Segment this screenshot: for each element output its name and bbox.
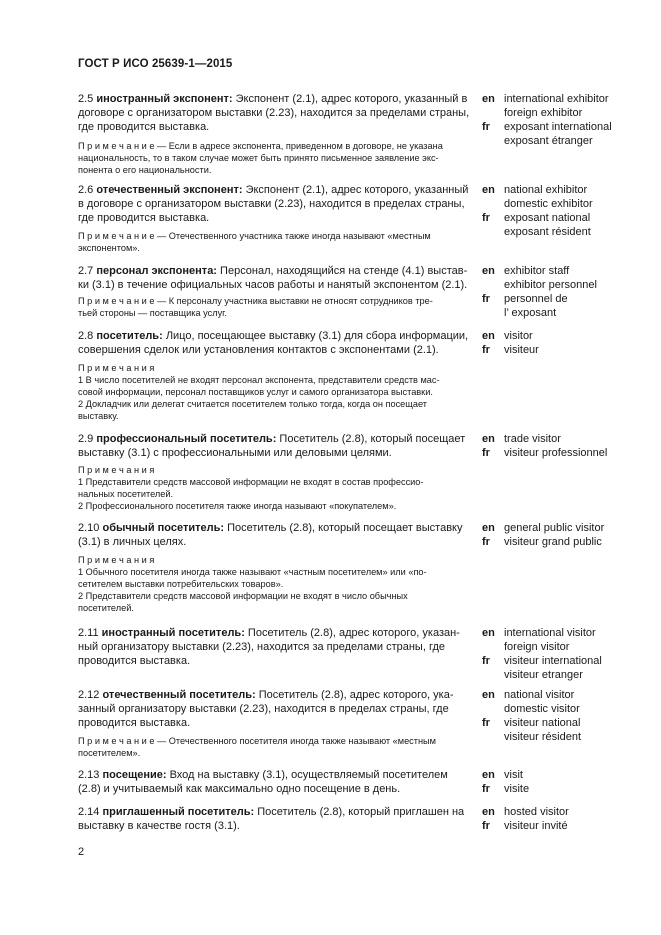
en-term: hosted visitor bbox=[504, 806, 569, 818]
term-name: приглашенный посетитель: bbox=[102, 806, 255, 818]
term-definition bbox=[78, 521, 474, 549]
fr-term-row bbox=[482, 306, 642, 320]
fr-term: visiteur bbox=[504, 344, 539, 356]
language-code-en: en bbox=[482, 769, 495, 781]
foreign-equivalents bbox=[482, 264, 642, 320]
note-line: национальность, то в таком случае может быть принято письменное заявление экс- bbox=[78, 153, 439, 163]
definition-line: ки (3.1) в течение официальных часов работы и нанятый экспонентом (2.1). bbox=[78, 279, 468, 291]
en-term: international exhibitor bbox=[504, 93, 609, 105]
note-line: 1 Представители средств массовой информации не входят в состав профессио- bbox=[78, 477, 424, 487]
en-term: domestic visitor bbox=[504, 703, 580, 715]
language-code-fr: fr bbox=[482, 121, 490, 133]
note-line: экспонентом». bbox=[78, 243, 140, 253]
fr-term: visiteur etranger bbox=[504, 669, 583, 681]
definition-line: (2.8) и учитываемый как максимально одно посещение в день. bbox=[78, 783, 401, 795]
definition-text: Вход на выставку (3.1), осуществляемый посетителем bbox=[169, 769, 448, 781]
definition-line: где проводится выставка. bbox=[78, 212, 210, 224]
term-name: профессиональный посетитель: bbox=[96, 433, 277, 445]
en-term: domestic exhibitor bbox=[504, 198, 593, 210]
definition-line: в договоре с организатором выставки (2.23), находится в пределах страны, bbox=[78, 198, 465, 210]
en-term-row bbox=[482, 768, 642, 782]
definition-text: Экспонент (2.1), адрес которого, указанный в bbox=[235, 93, 468, 105]
term-definition bbox=[78, 264, 474, 292]
en-term-row bbox=[482, 805, 642, 819]
note-label: П р и м е ч а н и я bbox=[78, 363, 155, 373]
definition-line: выставку (3.1) с профессиональными или деловыми целями. bbox=[78, 447, 392, 459]
term-definition bbox=[78, 183, 474, 225]
fr-term-row bbox=[482, 211, 642, 225]
term-note bbox=[78, 140, 478, 176]
language-code-fr: fr bbox=[482, 783, 490, 795]
note-line bbox=[78, 230, 478, 242]
fr-term-row bbox=[482, 343, 642, 357]
en-term: foreign exhibitor bbox=[504, 107, 583, 119]
note-line: тьей стороны — поставщика услуг. bbox=[78, 308, 227, 318]
note-line: выставку. bbox=[78, 411, 119, 421]
term-name: персонал экспонента: bbox=[96, 265, 217, 277]
en-term: exhibitor staff bbox=[504, 265, 570, 277]
term-definition bbox=[78, 432, 474, 460]
en-term: foreign visitor bbox=[504, 641, 570, 653]
definition-line: проводится выставка. bbox=[78, 655, 191, 667]
definition-line: договоре с организатором выставки (2.23), находится за пределами страны, bbox=[78, 107, 470, 119]
en-term-row bbox=[482, 640, 642, 654]
en-term-row bbox=[482, 521, 642, 535]
fr-term: visiteur national bbox=[504, 717, 581, 729]
language-code-en: en bbox=[482, 806, 495, 818]
fr-term: personnel de bbox=[504, 293, 568, 305]
term-note bbox=[78, 230, 478, 254]
language-code-fr: fr bbox=[482, 717, 490, 729]
term-number: 2.5 bbox=[78, 93, 94, 105]
term-number: 2.7 bbox=[78, 265, 94, 277]
term-definition bbox=[78, 688, 474, 730]
language-code-en: en bbox=[482, 433, 495, 445]
note-label: П р и м е ч а н и е bbox=[78, 141, 155, 151]
definition-line bbox=[78, 264, 474, 278]
term-name: отечественный посетитель: bbox=[102, 689, 256, 701]
term-definition bbox=[78, 92, 474, 134]
fr-term-row bbox=[482, 134, 642, 148]
en-term: visit bbox=[504, 769, 523, 781]
note-label: П р и м е ч а н и е bbox=[78, 736, 155, 746]
language-code-fr: fr bbox=[482, 212, 490, 224]
note-line: нальных посетителей. bbox=[78, 489, 174, 499]
fr-term-row bbox=[482, 654, 642, 668]
term-note bbox=[78, 735, 478, 759]
note-line: 1 В число посетителей не входят персонал экспонента, представители средств мас- bbox=[78, 375, 440, 385]
definition-line bbox=[78, 521, 474, 535]
term-definition bbox=[78, 768, 474, 796]
term-number: 2.11 bbox=[78, 627, 99, 639]
definition-text: Персонал, находящийся на стенде (4.1) выстав- bbox=[220, 265, 468, 277]
definition-line: где проводится выставка. bbox=[78, 121, 210, 133]
en-term-row bbox=[482, 197, 642, 211]
definition-text: Лицо, посещающее выставку (3.1) для сбора информации, bbox=[165, 330, 469, 342]
foreign-equivalents bbox=[482, 521, 642, 549]
en-term: national exhibitor bbox=[504, 184, 588, 196]
en-term: international visitor bbox=[504, 627, 596, 639]
term-definition bbox=[78, 626, 474, 668]
fr-term: visiteur grand public bbox=[504, 536, 602, 548]
fr-term-row bbox=[482, 730, 642, 744]
fr-term: exposant résident bbox=[504, 226, 591, 238]
fr-term-row bbox=[482, 716, 642, 730]
fr-term: visiteur résident bbox=[504, 731, 582, 743]
definition-line bbox=[78, 688, 474, 702]
en-term-row bbox=[482, 688, 642, 702]
term-number: 2.13 bbox=[78, 769, 100, 781]
language-code-fr: fr bbox=[482, 655, 490, 667]
foreign-equivalents bbox=[482, 805, 642, 833]
en-term-row bbox=[482, 264, 642, 278]
term-note bbox=[78, 554, 478, 614]
definition-line: занный организатору выставки (2.23), находится в пределах страны, где bbox=[78, 703, 449, 715]
definition-line: (3.1) в личных целях. bbox=[78, 536, 187, 548]
en-term: national visitor bbox=[504, 689, 575, 701]
definition-line bbox=[78, 626, 474, 640]
foreign-equivalents bbox=[482, 688, 642, 744]
definition-line bbox=[78, 432, 474, 446]
term-name: иностранный посетитель: bbox=[101, 627, 245, 639]
definition-text: Посетитель (2.8), адрес которого, ука- bbox=[258, 689, 454, 701]
foreign-equivalents bbox=[482, 768, 642, 796]
note-text: — К персоналу участника выставки не относят сотрудников тре- bbox=[154, 296, 433, 306]
fr-term-row bbox=[482, 668, 642, 682]
note-label: П р и м е ч а н и я bbox=[78, 465, 155, 475]
en-term-row bbox=[482, 329, 642, 343]
foreign-equivalents bbox=[482, 329, 642, 357]
note-label: П р и м е ч а н и е bbox=[78, 231, 155, 241]
note-line: 2 Представители средств массовой информации не входят в число обычных bbox=[78, 591, 408, 601]
fr-term: visiteur invité bbox=[504, 820, 568, 832]
note-line bbox=[78, 735, 478, 747]
term-number: 2.10 bbox=[78, 522, 100, 534]
term-number: 2.12 bbox=[78, 689, 100, 701]
note-text: — Отечественного участника также иногда называют «местным bbox=[154, 231, 431, 241]
definition-text: Посетитель (2.8), который посещает bbox=[279, 433, 466, 445]
language-code-en: en bbox=[482, 330, 495, 342]
note-line: понента о его национальности. bbox=[78, 165, 212, 175]
en-term: visitor bbox=[504, 330, 533, 342]
note-line bbox=[78, 295, 478, 307]
language-code-en: en bbox=[482, 627, 495, 639]
definition-line bbox=[78, 183, 474, 197]
term-name: посетитель: bbox=[96, 330, 163, 342]
definition-line bbox=[78, 768, 474, 782]
term-name: отечественный экспонент: bbox=[96, 184, 243, 196]
term-note bbox=[78, 362, 478, 422]
en-term-row bbox=[482, 106, 642, 120]
term-definition bbox=[78, 329, 474, 357]
fr-term-row bbox=[482, 819, 642, 833]
en-term-row bbox=[482, 278, 642, 292]
en-term: exhibitor personnel bbox=[504, 279, 597, 291]
fr-term-row bbox=[482, 225, 642, 239]
note-line: 2 Докладчик или делегат считается посетителем только тогда, когда он посещает bbox=[78, 399, 427, 409]
language-code-fr: fr bbox=[482, 293, 490, 305]
foreign-equivalents bbox=[482, 92, 642, 148]
definition-line bbox=[78, 329, 474, 343]
definition-text: Посетитель (2.8), адрес которого, указан- bbox=[247, 627, 460, 639]
language-code-fr: fr bbox=[482, 447, 490, 459]
language-code-en: en bbox=[482, 522, 495, 534]
fr-term: exposant international bbox=[504, 121, 612, 133]
en-term-row bbox=[482, 92, 642, 106]
note-label: П р и м е ч а н и е bbox=[78, 296, 155, 306]
term-name: посещение: bbox=[102, 769, 167, 781]
definition-line: ный организатору выставки (2.23), находится за пределами страны, где bbox=[78, 641, 446, 653]
term-number: 2.6 bbox=[78, 184, 94, 196]
en-term-row bbox=[482, 702, 642, 716]
language-code-fr: fr bbox=[482, 536, 490, 548]
language-code-fr: fr bbox=[482, 344, 490, 356]
document-header: ГОСТ Р ИСО 25639-1—2015 bbox=[78, 58, 233, 70]
term-number: 2.14 bbox=[78, 806, 100, 818]
en-term: trade visitor bbox=[504, 433, 561, 445]
definition-line: проводится выставка. bbox=[78, 717, 191, 729]
note-line: посетителем». bbox=[78, 748, 141, 758]
definition-line: совершения сделок или установления контактов с экспонентами (2.1). bbox=[78, 344, 439, 356]
fr-term: visite bbox=[504, 783, 530, 795]
language-code-en: en bbox=[482, 93, 495, 105]
fr-term: l’ exposant bbox=[504, 307, 557, 319]
language-code-en: en bbox=[482, 184, 495, 196]
note-line: 1 Обычного посетителя иногда также называют «частным посетителем» или «по- bbox=[78, 567, 427, 577]
term-number: 2.8 bbox=[78, 330, 94, 342]
fr-term-row bbox=[482, 120, 642, 134]
fr-term: visiteur professionnel bbox=[504, 447, 608, 459]
fr-term-row bbox=[482, 535, 642, 549]
page-number: 2 bbox=[78, 846, 85, 858]
language-code-en: en bbox=[482, 265, 495, 277]
en-term-row bbox=[482, 432, 642, 446]
note-text: — Отечественного посетителя иногда также называют «местным bbox=[154, 736, 436, 746]
note-line bbox=[78, 140, 478, 152]
note-line: 2 Профессионального посетителя также иногда называют «покупателем». bbox=[78, 501, 397, 511]
term-note bbox=[78, 295, 478, 319]
note-line: сетителем выставки потребительских товаров». bbox=[78, 579, 284, 589]
fr-term: exposant national bbox=[504, 212, 591, 224]
term-number: 2.9 bbox=[78, 433, 94, 445]
note-label: П р и м е ч а н и я bbox=[78, 555, 155, 565]
definition-line bbox=[78, 805, 474, 819]
fr-term-row bbox=[482, 782, 642, 796]
definition-line bbox=[78, 92, 474, 106]
term-note bbox=[78, 464, 478, 512]
en-term: general public visitor bbox=[504, 522, 605, 534]
en-term-row bbox=[482, 183, 642, 197]
definition-text: Посетитель (2.8), который приглашен на bbox=[257, 806, 465, 818]
fr-term-row bbox=[482, 446, 642, 460]
foreign-equivalents bbox=[482, 626, 642, 682]
note-line: совой информации, персонал поставщиков услуг и самого организатора выставки. bbox=[78, 387, 433, 397]
definition-text: Экспонент (2.1), адрес которого, указанный bbox=[245, 184, 469, 196]
note-line: посетителей. bbox=[78, 603, 134, 613]
fr-term: visiteur international bbox=[504, 655, 602, 667]
term-name: обычный посетитель: bbox=[102, 522, 225, 534]
foreign-equivalents bbox=[482, 432, 642, 460]
fr-term: exposant étranger bbox=[504, 135, 593, 147]
language-code-fr: fr bbox=[482, 820, 490, 832]
language-code-en: en bbox=[482, 689, 495, 701]
definition-line: выставку в качестве гостя (3.1). bbox=[78, 820, 240, 832]
fr-term-row bbox=[482, 292, 642, 306]
definition-text: Посетитель (2.8), который посещает выставку bbox=[227, 522, 463, 534]
term-name: иностранный экспонент: bbox=[96, 93, 233, 105]
note-text: — Если в адресе экспонента, приведенном в договоре, не указана bbox=[154, 141, 443, 151]
term-definition bbox=[78, 805, 474, 833]
foreign-equivalents bbox=[482, 183, 642, 239]
en-term-row bbox=[482, 626, 642, 640]
